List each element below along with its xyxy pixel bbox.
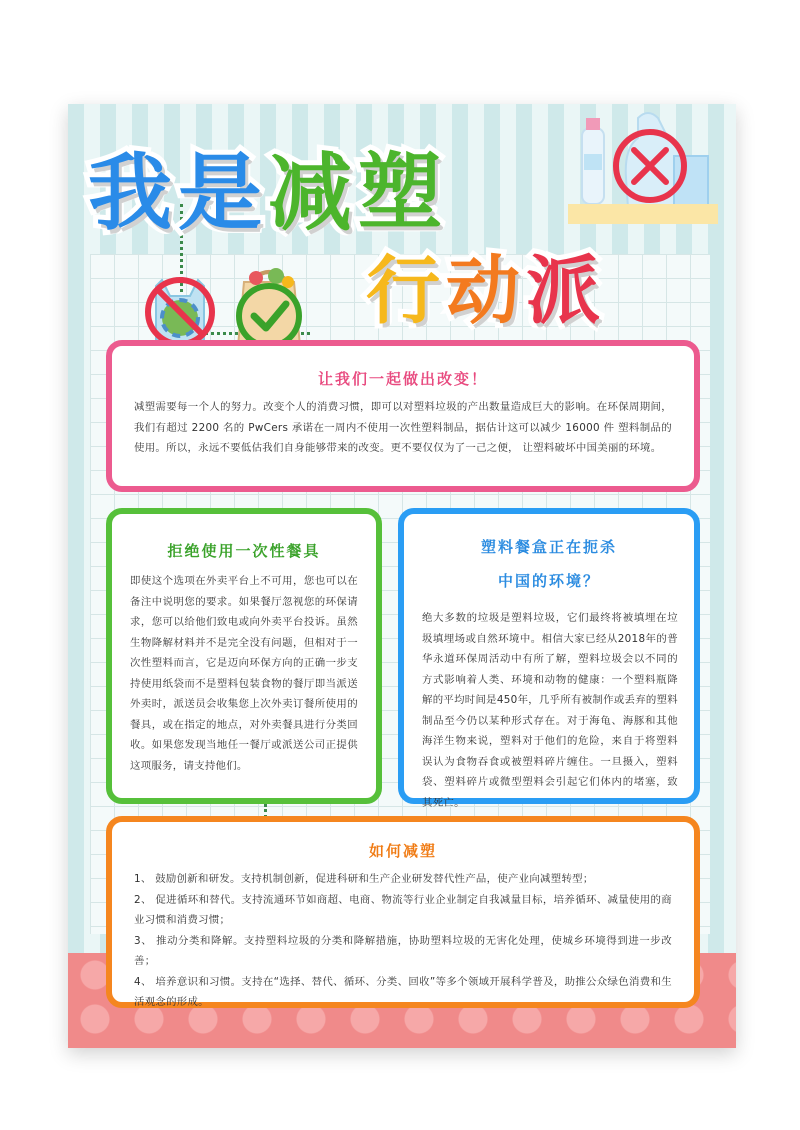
title-line-2 bbox=[366, 232, 606, 338]
list-item: 1、 鼓励创新和研发。支持机制创新，促进科研和生产企业研发替代性产品，使产业向减塑转型； bbox=[134, 873, 594, 885]
how-to-reduce-card bbox=[106, 816, 700, 1008]
how-to-reduce-list bbox=[112, 861, 694, 1013]
title-char-1: 我 bbox=[88, 144, 179, 242]
how-to-reduce-card-title: 如何减塑 bbox=[368, 842, 437, 860]
title-char-2: 是 bbox=[178, 144, 269, 242]
title-char-6: 动 bbox=[446, 248, 526, 334]
list-item: 3、 推动分类和降解。支持塑料垃圾的分类和降解措施，协助塑料垃圾的无害化处理，使城乡环境得到进一步改善； bbox=[134, 934, 672, 967]
title-char-3: 减 bbox=[268, 144, 359, 242]
title-line-1 bbox=[88, 126, 448, 247]
tableware-card-body: 即使这个选项在外卖平台上不可用，您也可以在备注中说明您的要求。如果餐厅忽视您的环保请 求，您可以给他们致电或向外卖平台投诉。虽然生物降解材料并不是完全没有问题，但相对于一次性塑料而言，它是迈向环保方向的正确一步支持使用纸袋而不是塑料包装食物的餐厅即当派送外卖时，派送员会收集您上次外卖订餐所使用的餐具，或在指定的地点，对外卖餐具进行分类回收。如果您发现当地任一餐厅或派送公司正提供这项服务，请支持他们。 bbox=[130, 575, 358, 772]
plastic-box-card-title-line-1: 塑料餐盒正在扼杀 bbox=[480, 538, 617, 556]
list-item: 2、 促进循环和替代。支持流通环节如商超、电商、物流等行业企业制定自我减量目标，培养循环、减量使用的商业习惯和消费习惯； bbox=[134, 893, 672, 926]
poster bbox=[68, 104, 736, 1048]
plastic-bottles-banned-icon bbox=[568, 108, 718, 232]
plastic-box-card-title bbox=[404, 530, 694, 598]
title-char-4: 塑 bbox=[358, 144, 449, 242]
tableware-card-title: 拒绝使用一次性餐具 bbox=[167, 542, 321, 560]
intro-card-body: 减塑需要每一个人的努力。改变个人的消费习惯，即可以对塑料垃圾的产出数量造成巨大的影响。在环保周期间，我们有超过 2200 名的 PwCers 承诺在一周内不使用一次性塑料制品，据估计这可以减少 16000 件 塑料制品的使用。所以，永远不要低估我们自身能够带来的改变。更不要仅仅为了一己之便， 让塑料破坏中国美丽的环境。 bbox=[134, 401, 672, 454]
tableware-card bbox=[106, 508, 382, 804]
intro-card bbox=[106, 340, 700, 492]
plastic-box-card bbox=[398, 508, 700, 809]
intro-card-title: 让我们一起做出改变！ bbox=[317, 370, 488, 388]
title-char-7: 派 bbox=[526, 248, 606, 334]
list-item: 4、 培养意识和习惯。支持在“选择、替代、循环、分类、回收”等多个领域开展科学普及，助推公众绿色消费和生活观念的形成。 bbox=[134, 975, 672, 1008]
plastic-box-card-title-line-2: 中国的环境？ bbox=[497, 572, 600, 590]
title-char-5: 行 bbox=[366, 248, 446, 334]
plastic-box-card-body: 绝大多数的垃圾是塑料垃圾，它们最终将被填埋在垃圾填埋场或自然环境中。相信大家已经从2018年的普华永道环保周活动中有所了解，塑料垃圾会以不同的方式影响着人类、环境和动物的健康：一个塑料瓶降解的平均时间是450年，几乎所有被制作或丢弃的塑料制品至今仍以某种形式存在。对于海龟、海豚和其他海洋生物来说，塑料对于他们的危险，来自于将塑料误认为食物吞食或被塑料碎片缠住。一旦摄入，塑料袋、塑料碎片或微型塑料会引起它们体内的堵塞，致其死亡。 bbox=[422, 612, 678, 809]
